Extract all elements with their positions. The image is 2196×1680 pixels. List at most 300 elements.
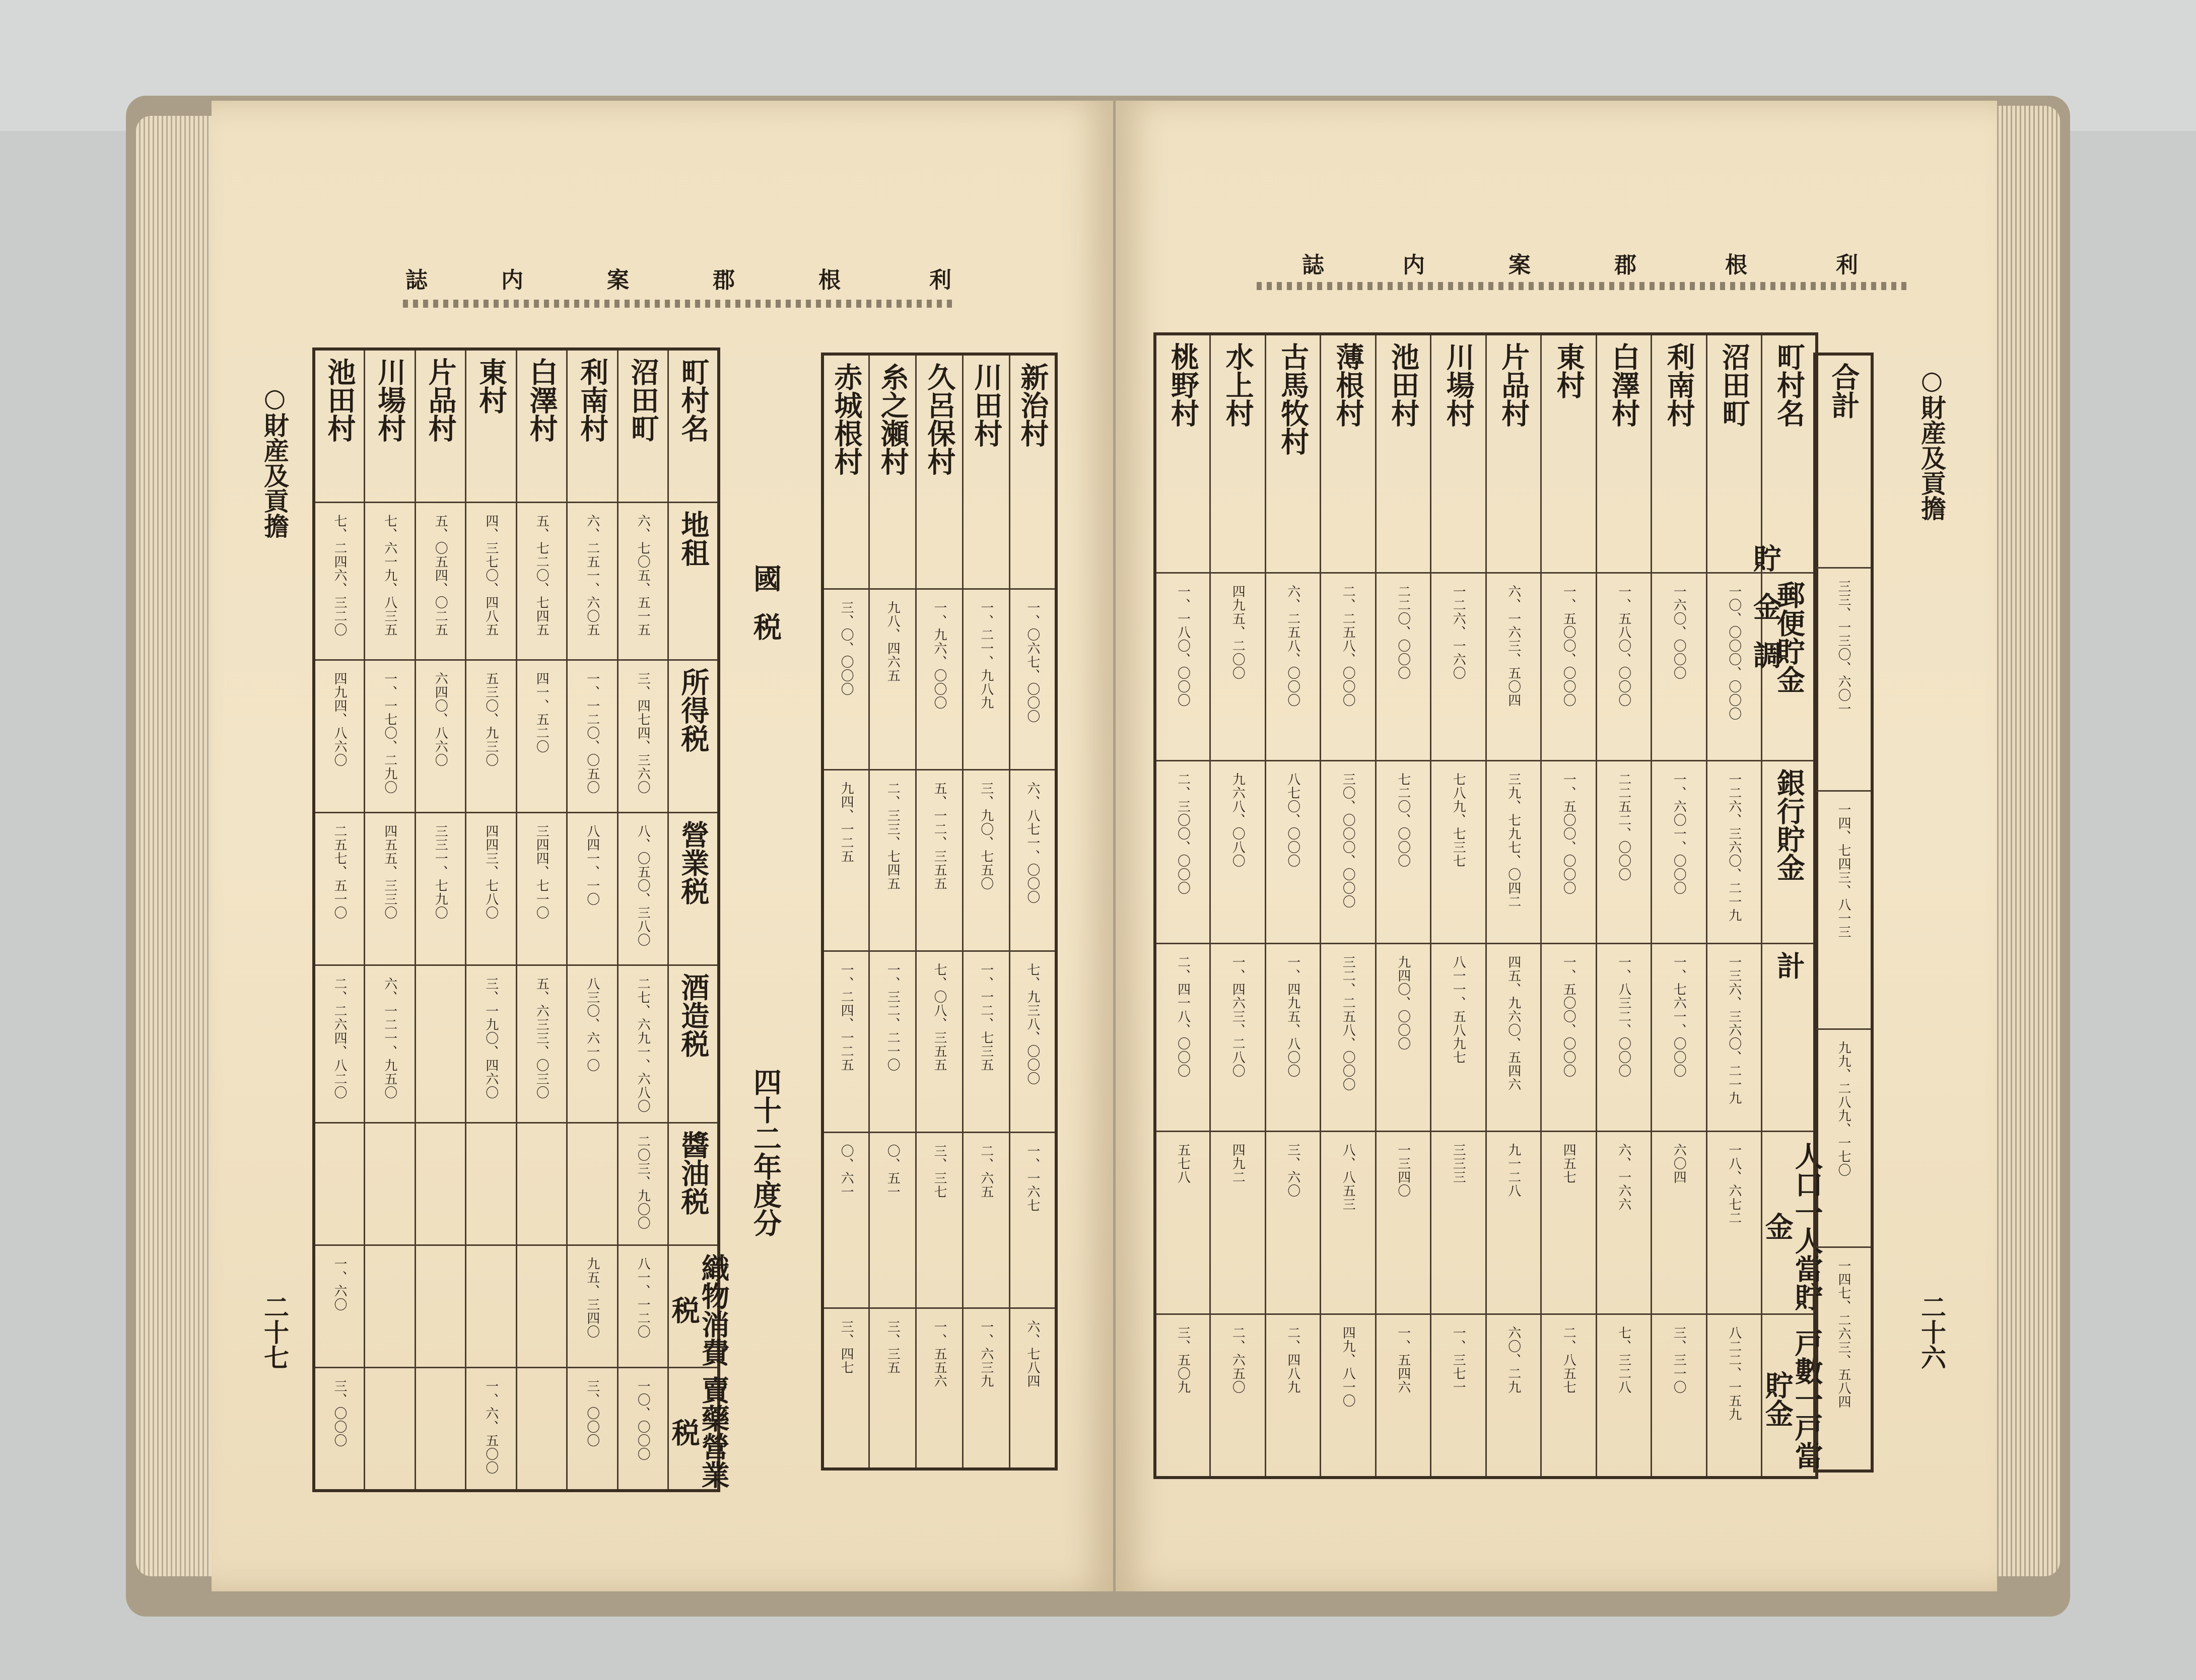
cell-text: 一二六、一六〇 (1451, 585, 1466, 680)
table-cell (1265, 944, 1321, 1132)
cell-text: 一、六〇一、〇〇〇 (1671, 773, 1687, 895)
table-cell (365, 965, 416, 1123)
table-cell (916, 589, 963, 770)
table-cell (415, 1245, 466, 1368)
cell-text: 四九五、二〇〇 (1230, 585, 1246, 680)
cell-text: 一、一二、七三五 (978, 963, 994, 1072)
cell-text: 五、七二〇、七四五 (534, 514, 550, 637)
table-cell (314, 813, 365, 965)
table-row (1155, 1314, 1817, 1478)
table-cell (822, 951, 869, 1133)
cell-text: 三三一、七九〇 (433, 824, 448, 920)
table-cell (1321, 1314, 1376, 1478)
table-cell (963, 770, 1009, 951)
table-cell (1486, 944, 1541, 1132)
cell-text: 七、二四六、三二〇 (332, 514, 347, 637)
table-cell (1155, 1132, 1210, 1314)
table-cell (1706, 944, 1762, 1132)
cell-text: 三二、二五八、〇〇〇 (1340, 955, 1356, 1091)
cell-text: 三、四七四、三六〇 (635, 672, 651, 794)
table-row (1155, 1132, 1817, 1314)
table-cell (466, 1368, 517, 1491)
table-cell (822, 1308, 869, 1469)
table-cell (1541, 1132, 1597, 1314)
table-row (314, 503, 719, 660)
page-edge-right (1989, 106, 2060, 1576)
table-header-cell (1652, 334, 1707, 573)
cell-text: 五七八 (1175, 1143, 1191, 1184)
table-cell (1321, 1132, 1376, 1314)
cell-text: 八二二、一五九 (1726, 1326, 1742, 1421)
cell-text: 六〇四 (1671, 1143, 1687, 1184)
cell-text: 三三三 (1451, 1143, 1466, 1184)
header-char: 利 (929, 267, 951, 293)
table-header-cell (1762, 334, 1817, 573)
cell-text: 六、一二一、九五〇 (382, 977, 397, 1099)
cell-text: 醬油税 (676, 1131, 710, 1215)
table-cell (1486, 761, 1541, 944)
table-cell (415, 1123, 466, 1245)
table-header-cell (1265, 334, 1321, 573)
left-page (212, 101, 1113, 1591)
cell-text: 池田村 (323, 358, 357, 442)
table-header-cell (1486, 334, 1541, 573)
cell-text: 一、六、五〇〇 (483, 1379, 499, 1475)
section-title: ○財産及貢擔 (260, 383, 290, 538)
table-cell (1210, 761, 1266, 944)
table-cell (516, 1245, 567, 1368)
cell-text: 四九二 (1230, 1143, 1246, 1184)
table-cell (869, 1308, 916, 1469)
table-header-cell (1760, 1314, 1824, 1478)
cell-text: 三、〇〇〇 (584, 1379, 600, 1447)
table-cell (617, 660, 668, 813)
cell-text: 七八九、七三七 (1451, 773, 1466, 868)
cell-text: 久呂保村 (923, 363, 956, 475)
table-cell (1265, 1132, 1321, 1314)
table-row (314, 349, 719, 503)
table-row (1815, 1029, 1872, 1247)
table-header-cell (667, 1368, 730, 1491)
table-cell (1815, 1029, 1872, 1247)
header-char: 根 (818, 267, 841, 293)
cell-text: 二二五二、〇〇〇 (1616, 773, 1631, 881)
table-cell (1596, 761, 1652, 944)
table-cell (466, 813, 517, 965)
table-cell (1431, 1132, 1486, 1314)
table-cell (1321, 761, 1376, 944)
table-cell (466, 965, 517, 1123)
header-char: 誌 (405, 267, 428, 293)
table-cell (1009, 1308, 1056, 1469)
cell-text: 一三六、三六〇、二一九 (1726, 955, 1742, 1105)
cell-text: 一四、七四三、八一三 (1836, 803, 1851, 939)
header-char: 郡 (1614, 252, 1636, 278)
table-row (314, 660, 719, 813)
cell-text: 銀行貯金 (1772, 768, 1806, 881)
table-cell (1652, 573, 1707, 761)
table-cell (1541, 761, 1597, 944)
cell-text: 二二〇、〇〇〇 (1395, 585, 1411, 680)
table-cell (1541, 1314, 1597, 1478)
table-cell (415, 503, 466, 660)
cell-text: 合計 (1827, 363, 1861, 419)
cell-text: 三、三五 (885, 1320, 901, 1375)
table-cell (1210, 1314, 1266, 1478)
cell-text: 四五、九六〇、五四六 (1505, 955, 1521, 1091)
table-header-cell (1376, 334, 1431, 573)
cell-text: 九四〇、〇〇〇 (1395, 955, 1411, 1051)
table-header-cell (667, 1245, 730, 1368)
table-row (1155, 334, 1817, 573)
cell-text: 二、六五〇 (1230, 1326, 1246, 1394)
table-cell (516, 660, 567, 813)
cell-text: 一、六〇 (332, 1257, 347, 1311)
table-header-cell (668, 660, 719, 813)
cell-text: 桃野村 (1166, 342, 1200, 427)
header-char: 郡 (713, 267, 735, 293)
table-header-cell (668, 813, 719, 965)
table-cell (963, 589, 1009, 770)
cell-text: 沼田町 (626, 358, 660, 442)
table-cell (1210, 1132, 1266, 1314)
table-cell (617, 1123, 668, 1245)
table-header-cell (822, 354, 869, 589)
cell-text: 一、四九五、八〇〇 (1285, 955, 1300, 1078)
table-cell (415, 1368, 466, 1491)
header-char: 内 (501, 267, 523, 293)
cell-text: 一、七六一、〇〇〇 (1671, 955, 1687, 1078)
page-edge-left (136, 116, 217, 1576)
table-cell (1431, 1314, 1486, 1478)
table-cell (567, 1245, 618, 1368)
cell-text: 二、八五七 (1561, 1326, 1576, 1394)
table-row (822, 589, 1056, 770)
header-rule (1257, 282, 1911, 290)
table-cell (1596, 944, 1652, 1132)
table-row (822, 951, 1056, 1133)
cell-text: 白澤村 (1607, 342, 1641, 427)
table-row (822, 354, 1056, 589)
table-cell (516, 1368, 567, 1491)
cell-text: 一、一七〇、二九〇 (382, 672, 397, 794)
table-cell (1486, 1132, 1541, 1314)
cell-text: 六四〇、八六〇 (433, 672, 448, 767)
table-cell (1541, 573, 1597, 761)
cell-text: 二、三三、七四五 (885, 782, 901, 891)
cell-text: 酒造税 (676, 973, 710, 1058)
header-rule (403, 300, 957, 308)
table-cell (314, 1245, 365, 1368)
cell-text: 九六八、〇八〇 (1230, 773, 1246, 868)
table-cell (516, 813, 567, 965)
table-header-cell (1762, 761, 1817, 944)
cell-text: 三、三一〇 (1671, 1326, 1687, 1394)
table-cell (617, 813, 668, 965)
table-cell (365, 1123, 416, 1245)
table-cell (869, 951, 916, 1133)
cell-text: 一二六、三六〇、二一九 (1726, 773, 1742, 922)
table-cell (869, 770, 916, 951)
header-char: 根 (1725, 252, 1747, 278)
cell-text: 二、六五 (978, 1144, 994, 1199)
savings-table (1153, 332, 1824, 1479)
table-cell (617, 1245, 668, 1368)
table-cell (314, 965, 365, 1123)
cell-text: 戸數一戸當貯金 (1760, 1328, 1824, 1469)
table-cell (617, 1368, 668, 1491)
table-row (1815, 568, 1872, 791)
cell-text: 八一、一二〇 (635, 1257, 651, 1339)
table-cell (1155, 761, 1210, 944)
cell-text: 一、〇六七、〇〇〇 (1024, 600, 1040, 723)
table-cell (1321, 573, 1376, 761)
cell-text: 七、六一九、八三五 (382, 514, 397, 637)
cell-text: 二〇三、九〇〇 (635, 1135, 651, 1230)
table-cell (916, 951, 963, 1133)
cell-text: 町村名 (676, 358, 710, 442)
cell-text: 三三、一三〇、六〇一 (1836, 580, 1851, 716)
cell-text: 一、二一、九八九 (978, 600, 994, 710)
table-header-cell (466, 349, 517, 503)
table-cell (1265, 1314, 1321, 1478)
cell-text: 一、一二〇、〇五〇 (584, 672, 600, 794)
cell-text: 八一一、五八九七 (1451, 955, 1466, 1064)
table-cell (916, 1132, 963, 1308)
table-row (1155, 761, 1817, 944)
table-row (822, 1308, 1056, 1469)
table-cell (916, 1308, 963, 1469)
table-header-cell (1706, 334, 1762, 573)
table-row (822, 1132, 1056, 1308)
table-cell (617, 965, 668, 1123)
table-cell (1376, 1314, 1431, 1478)
table-header-cell (668, 965, 719, 1123)
table-header-cell (1431, 334, 1486, 573)
table-cell (1652, 761, 1707, 944)
table-cell (1155, 573, 1210, 761)
cell-text: 三四四、七一〇 (534, 824, 550, 920)
table-cell (567, 660, 618, 813)
cell-text: 八、八五三 (1340, 1143, 1356, 1211)
table-cell (365, 1245, 416, 1368)
table-cell (516, 503, 567, 660)
table-cell (1155, 1314, 1210, 1478)
table-header-cell (314, 349, 365, 503)
cell-text: 六、七八四 (1024, 1320, 1040, 1388)
table-cell (1815, 791, 1872, 1029)
table-cell (365, 660, 416, 813)
cell-text: 四四三、七八〇 (483, 824, 499, 920)
cell-text: 五、一二、三五五 (931, 782, 947, 891)
table-cell (1376, 1132, 1431, 1314)
table-cell (1706, 1132, 1762, 1314)
table-cell (466, 1245, 517, 1368)
table-title: 國税 (749, 564, 782, 661)
cell-text: 一、一八〇、〇〇〇 (1175, 585, 1191, 707)
cell-text: 川場村 (1442, 342, 1475, 427)
table-row (314, 965, 719, 1123)
table-cell (1265, 573, 1321, 761)
cell-text: 三〇、〇〇〇、〇〇〇 (1340, 773, 1356, 908)
cell-text: 一、五〇〇、〇〇〇 (1561, 955, 1576, 1078)
table-cell (963, 1308, 1009, 1469)
table-cell (822, 589, 869, 770)
table-header-cell (1210, 334, 1266, 573)
table-header-cell (1815, 354, 1872, 568)
cell-text: 一、八三二、〇〇〇 (1616, 955, 1631, 1078)
table-row (1815, 354, 1872, 568)
cell-text: 池田村 (1387, 342, 1420, 427)
table-cell (567, 1368, 618, 1491)
table-cell (1376, 761, 1431, 944)
table-header-cell (668, 1123, 719, 1245)
table-cell (869, 1132, 916, 1308)
header-char: 案 (1508, 252, 1531, 278)
section-title: ○財産及貢擔 (1917, 365, 1947, 521)
cell-text: 一、九六、〇〇〇 (931, 600, 947, 710)
cell-text: 薄根村 (1331, 342, 1365, 427)
cell-text: 一六〇、〇〇〇 (1671, 585, 1687, 680)
table-cell (1155, 944, 1210, 1132)
cell-text: 三、〇〇〇 (332, 1379, 347, 1447)
table-cell (415, 813, 466, 965)
cell-text: 町村名 (1772, 342, 1806, 427)
cell-text: 白澤村 (525, 358, 559, 442)
table-cell (516, 965, 567, 1123)
table-header-cell (963, 354, 1009, 589)
cell-text: 八三〇、六一〇 (584, 977, 600, 1072)
cell-text: 一、五〇〇、〇〇〇 (1561, 773, 1576, 895)
cell-text: 糸之瀬村 (876, 363, 910, 475)
cell-text: 計 (1772, 951, 1806, 979)
table-cell (822, 770, 869, 951)
table-cell (1210, 944, 1266, 1132)
table-header-cell (415, 349, 466, 503)
table-cell (869, 589, 916, 770)
cell-text: 新治村 (1016, 363, 1050, 447)
table-cell (365, 813, 416, 965)
table-cell (415, 965, 466, 1123)
table-row (314, 813, 719, 965)
table-cell (1815, 1247, 1872, 1472)
cell-text: 四一、五二〇 (534, 672, 550, 753)
cell-text: 六、一六三、五〇四 (1505, 585, 1521, 707)
table-cell (1541, 944, 1597, 1132)
cell-text: 二、二五八、〇〇〇 (1340, 585, 1356, 707)
cell-text: 七二〇、〇〇〇 (1395, 773, 1411, 868)
table-row (314, 1368, 719, 1491)
cell-text: 利南村 (1662, 342, 1696, 427)
cell-text: 片品村 (424, 358, 457, 442)
cell-text: 一、三七一 (1451, 1326, 1466, 1394)
table-header-cell (916, 354, 963, 589)
table-cell (466, 660, 517, 813)
cell-text: 地租 (676, 510, 710, 567)
table-header-cell (1009, 354, 1056, 589)
header-char: 案 (607, 267, 629, 293)
table-cell (1376, 573, 1431, 761)
total-table (1813, 353, 1874, 1473)
tax-table-2 (821, 353, 1058, 1471)
cell-text: 人口一人當貯金 (1760, 1142, 1824, 1311)
cell-text: 八四一、一〇 (584, 824, 600, 906)
cell-text: 二、四八九 (1285, 1326, 1300, 1394)
cell-text: 川田村 (970, 363, 1003, 447)
cell-text: 一〇、〇〇〇、〇〇〇 (1726, 585, 1742, 721)
table-cell (1596, 573, 1652, 761)
cell-text: 五、六三三、〇三〇 (534, 977, 550, 1099)
cell-text: 六、二五八、〇〇〇 (1285, 585, 1300, 707)
cell-text: 所得税 (676, 668, 710, 752)
cell-text: 賣藥營業税 (667, 1376, 730, 1489)
cell-text: 川場村 (373, 358, 407, 442)
table-row (314, 1245, 719, 1368)
table-title: 貯金調 (1749, 544, 1782, 689)
table-cell (1431, 761, 1486, 944)
table-cell (963, 1132, 1009, 1308)
cell-text: 四五七 (1561, 1143, 1576, 1184)
cell-text: 一三四〇 (1395, 1143, 1411, 1198)
cell-text: 五、〇五四、〇二五 (433, 514, 448, 637)
table-cell (1652, 1132, 1707, 1314)
cell-text: 三、一九〇、四六〇 (483, 977, 499, 1099)
table-cell (567, 813, 618, 965)
table-cell (314, 1368, 365, 1491)
cell-text: 一、五〇〇、〇〇〇 (1561, 585, 1576, 707)
table-cell (1596, 1314, 1652, 1478)
cell-text: 五三〇、九三〇 (483, 672, 499, 767)
table-cell (1376, 944, 1431, 1132)
cell-text: 四九、八一〇 (1340, 1326, 1356, 1408)
table-cell (314, 1123, 365, 1245)
table-cell (567, 503, 618, 660)
cell-text: 東村 (474, 358, 508, 414)
cell-text: 三、〇、〇〇〇 (839, 600, 854, 696)
cell-text: 四、三七〇、四八五 (483, 514, 499, 637)
cell-text: 三、六〇 (1285, 1143, 1300, 1198)
cell-text: 營業税 (676, 820, 710, 905)
cell-text: 〇、五一 (885, 1144, 901, 1199)
cell-text: 三、三七 (931, 1144, 947, 1199)
cell-text: 一〇、〇〇〇 (635, 1379, 651, 1461)
cell-text: 利南村 (576, 358, 609, 442)
table-header-cell (1760, 1132, 1824, 1314)
table-cell (1431, 573, 1486, 761)
table-cell (1321, 944, 1376, 1132)
table-cell (916, 770, 963, 951)
table-header-cell (869, 354, 916, 589)
table-cell (1652, 944, 1707, 1132)
table-cell (314, 503, 365, 660)
cell-text: 二、四一八、〇〇〇 (1175, 955, 1191, 1078)
cell-text: 一、六三九 (978, 1320, 994, 1388)
cell-text: 一、五五六 (931, 1320, 947, 1388)
cell-text: 一、三二、二一〇 (885, 963, 901, 1072)
table-cell (1486, 573, 1541, 761)
table-cell (1596, 1132, 1652, 1314)
table-cell (365, 1368, 416, 1491)
page-number: 二十七 (260, 1294, 290, 1370)
cell-text: 六、二五一、六〇五 (584, 514, 600, 637)
cell-text: 古馬牧村 (1276, 342, 1310, 455)
table-row (1815, 1247, 1872, 1472)
table-header-cell (1321, 334, 1376, 573)
cell-text: 二、二六四、八二〇 (332, 977, 347, 1099)
cell-text: 沼田町 (1718, 342, 1751, 427)
cell-text: 四九四、八六〇 (332, 672, 347, 767)
cell-text: 郵便貯金 (1772, 581, 1806, 693)
